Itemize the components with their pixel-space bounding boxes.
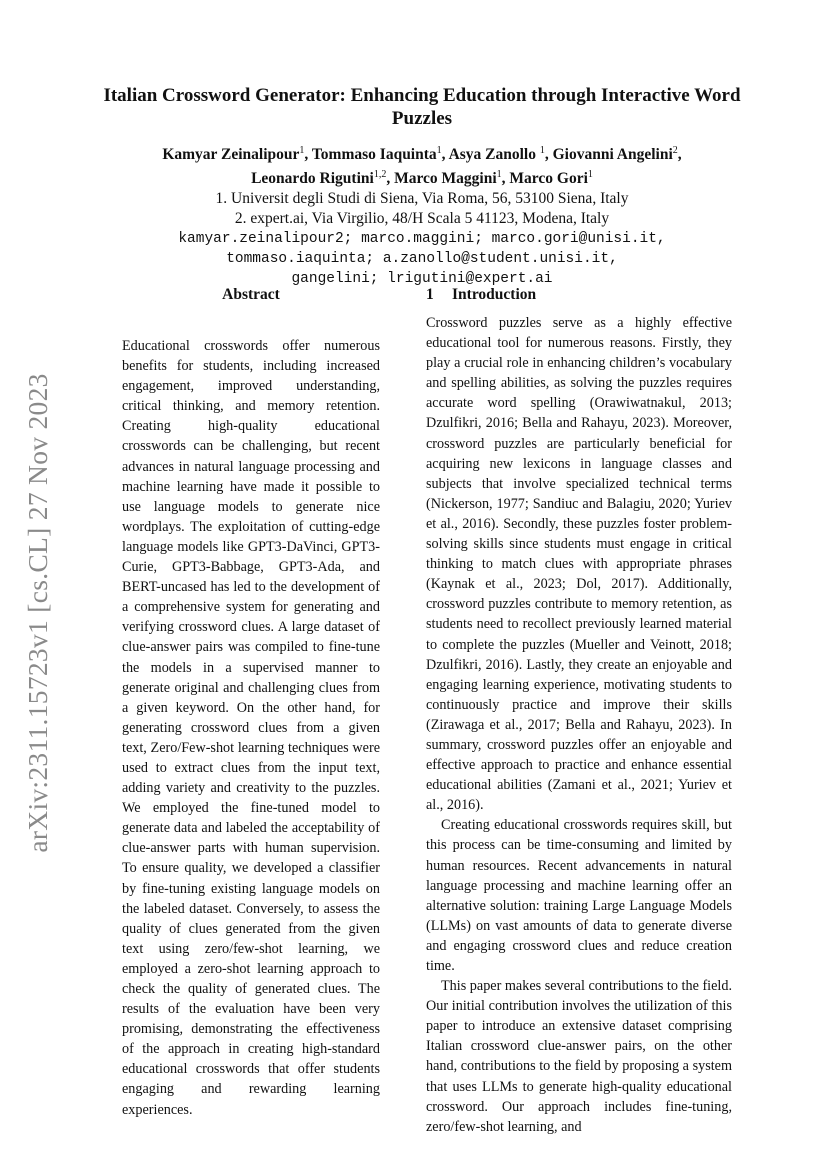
intro-paragraph: Crossword puzzles serve as a highly effective educational tool for numerous reasons. Firstly, they play a crucial role in enhancing children’s vocabulary and spelling abilities, as solving the puzzles requires accurate word spelling (Orawiwatnakul, 2013; Dzulfikri, 2016; Bella and Rahayu, 2023). Moreover, crossword puzzles are particularly beneficial for acquiring new lexicons in language classes and subjects that involve specialized technical terms (Nickerson, 1977; Sandiuc and Balagiu, 2020; Yuriev et al., 2016). Secondly, these puzzles foster problem-solving skills since students must engage in critical thinking to match clues with appropriate phrases (Kaynak et al., 2023; Dol, 2017). Additionally, crossword puzzles contribute to memory retention, as students need to recollect previously learned material to complete the puzzles (Mueller and Veinott, 2018; Dzulfikri, 2016). Lastly, they create an enjoyable and engaging learning experience, motivating students to continuously practice and improve their skills (Zirawaga et al., 2017; Bella and Rahayu, 2023). In summary, crossword puzzles offer an enjoyable and effective approach to practice and enhance essential educational abilities (Zamani et al., 2021; Yuriev et al., 2016). <box>426 315 732 814</box>
author-name: Marco Gori <box>509 170 588 188</box>
intro-paragraph: Creating educational crosswords requires skill, but this process can be time-consuming and limited by human resources. Recent advancements in natural language processing and machine learning offer an alternative solution: training Large Language Models (LLMs) on vast amounts of data to generate diverse and engaging crossword clues and reduce creation time. <box>426 817 732 974</box>
author-affiliation-marker: 1 <box>496 169 502 181</box>
email-line: tommaso.iaquinta; a.zanollo@student.unisi.it, <box>226 251 618 268</box>
author-affiliation-marker: 2 <box>672 145 678 156</box>
author-name: Giovanni Angelini <box>552 146 673 164</box>
abstract-text: Educational crosswords offer numerous benefits for students, including increased engagement, improved understanding, critical thinking, and memory retention. Creating high-quality educational crosswords can be challenging, but recent advances in natural language processing and machine learning have made it possible to use language models to generate nice wordplays. The exploitation of cutting-edge language models like GPT3-DaVinci, GPT3-Curie, GPT3-Babbage, GPT3-Ada, and BERT-uncased has led to the development of a comprehensive system for generating and verifying crossword clues. A large dataset of clue-answer pairs was compiled to fine-tune the models in a supervised manner to generate original and challenging clues from a given keyword. On the other hand, for generating crossword clues from a given text, Zero/Few-shot learning techniques were used to extract clues from the input text, adding variety and creativity to the puzzles. We employed the fine-tuned model to generate data and labeled the acceptability of clue-answer parts with human supervision. To ensure quality, we developed a classifier by fine-tuning existing language models on the labeled dataset. Conversely, to assess the quality of clues generated from the given text using zero/few-shot learning, we employed a zero-shot learning approach to check the quality of generated clues. The results of the evaluation have been very promising, demonstrating the effectiveness of the approach in creating high-standard educational crosswords that offer students engaging and rewarding learning experiences. <box>122 338 380 1118</box>
arxiv-identifier-text: arXiv:2311.15723v1 [cs.CL] 27 Nov 2023 <box>22 373 53 853</box>
abstract-heading: Abstract <box>222 286 280 303</box>
author-name: Leonardo Rigutini <box>251 170 374 188</box>
author-name: Marco Maggini <box>394 170 497 188</box>
author-affiliation-marker: 1 <box>299 145 305 156</box>
author-list: Kamyar Zeinalipour$^1$, Tommaso Iaquinta$^1$, Asya Zanollo $^1$, Giovanni Angelini$^2$, Leonardo Rigutini$^{1,2}$, Marco Maggini$^1$, Marco Gori$^1$ <box>162 145 682 188</box>
paper-header <box>80 84 764 289</box>
affiliation-line: 1. Universit degli Studi di Siena, Via Roma, 56, 53100 Siena, Italy <box>215 190 629 208</box>
author-affiliation-marker: 1 <box>539 145 545 156</box>
author-affiliation-marker: 1 <box>436 145 442 156</box>
section-heading-introduction <box>426 286 732 304</box>
introduction-column <box>426 286 732 1137</box>
section-title: Introduction <box>452 286 537 303</box>
email-line: kamyar.zeinalipour2; marco.maggini; marco.gori@unisi.it, <box>178 231 666 248</box>
arxiv-identifier-stamp <box>16 343 60 883</box>
abstract-column <box>122 286 380 1120</box>
author-affiliation-marker: 1,2 <box>373 169 387 181</box>
author-name: Tommaso Iaquinta <box>311 146 437 164</box>
author-name: Asya Zanollo <box>448 146 536 164</box>
affiliation-line: 2. expert.ai, Via Virgilio, 48/H Scala 5 41123, Modena, Italy <box>234 210 610 228</box>
intro-paragraph: This paper makes several contributions to the field. Our initial contribution involves the utilization of this paper to introduce an extensive dataset comprising Italian crossword clue-answer pairs, on the other hand, contributions to the field by proposing a system that uses LLMs to generate high-quality educational crossword. Our approach includes fine-tuning, zero/few-shot learning, and <box>426 978 732 1135</box>
paper-title: Italian Crossword Generator: Enhancing Education through Interactive Word Puzzles <box>103 85 741 129</box>
section-number: 1 <box>426 286 434 303</box>
author-name: Kamyar Zeinalipour <box>162 146 300 164</box>
email-line: gangelini; lrigutini@expert.ai <box>291 271 553 288</box>
author-affiliation-marker: 1 <box>587 169 593 181</box>
